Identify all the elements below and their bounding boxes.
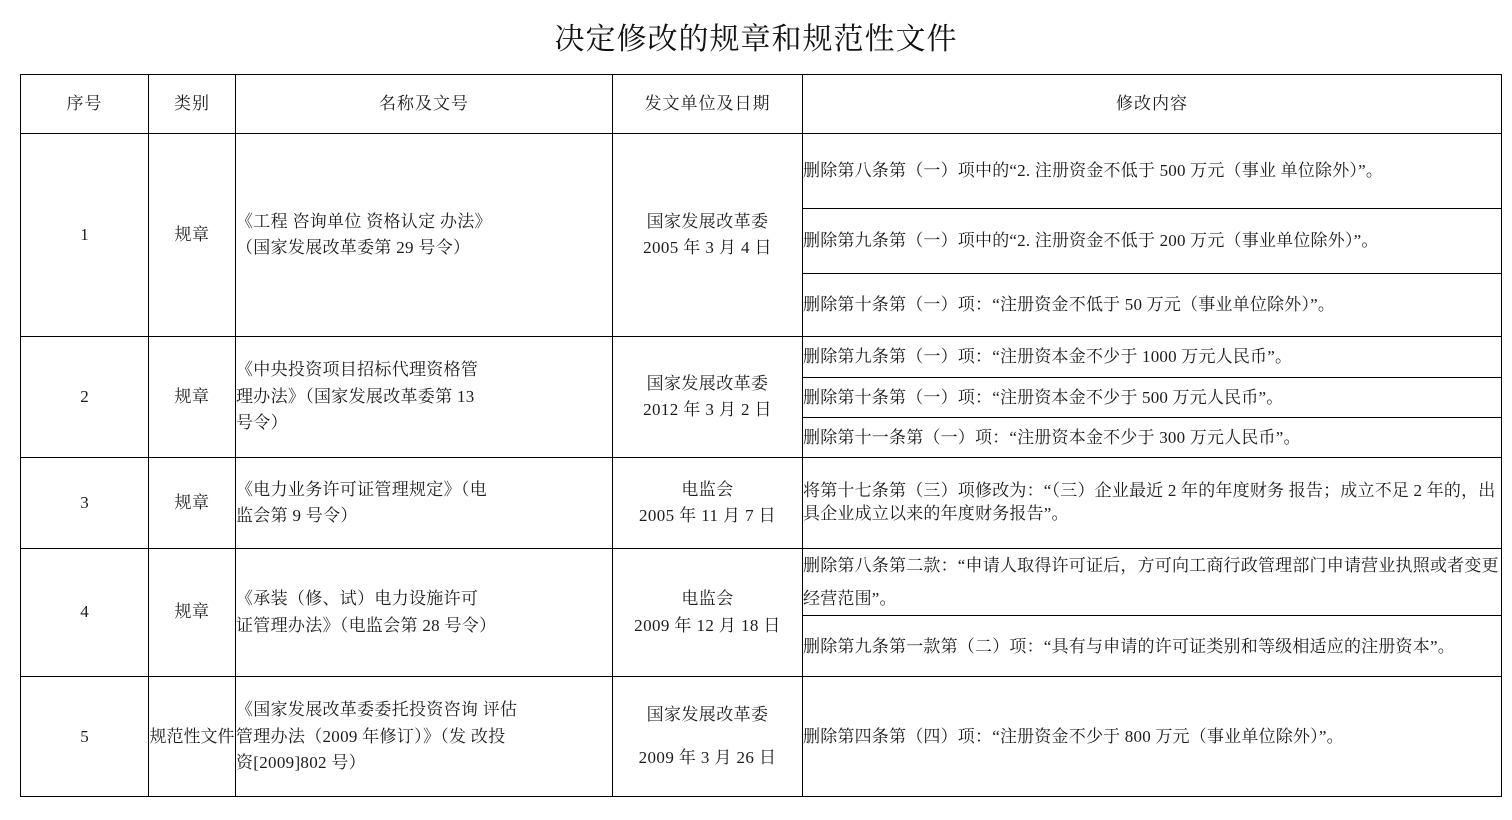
page-title: 决定修改的规章和规范性文件 [554,22,958,57]
row-name [236,677,613,797]
row-category: 规章 [149,134,236,337]
row-category: 规章 [149,549,236,677]
row-modification: 删除第八条第（一）项中的“2. 注册资金不低于 500 万元（事业 单位除外）”。 [803,134,1502,209]
issuer-date: 2009 年 12 月 18 日 [634,615,781,635]
row-modification: 删除第十一条第（一）项：“注册资本金不少于 300 万元人民币”。 [803,418,1502,458]
issuer-date: 2012 年 3 月 2 日 [643,400,772,419]
table-header-row [21,75,1502,134]
column-header-index: 序号 [21,75,149,134]
name-line: 管理办法（2009 年修订）》（发 改投 [236,726,506,746]
row-modification: 删除第九条第（一）项：“注册资本金不少于 1000 万元人民币”。 [803,337,1502,378]
row-modification: 删除第九条第（一）项中的“2. 注册资金不低于 200 万元（事业单位除外）”。 [803,209,1502,274]
issuer-date: 2009 年 3 月 26 日 [638,747,777,767]
table-row [21,134,1502,209]
table-row [21,549,1502,616]
row-issuer [613,549,803,677]
row-issuer [613,134,803,337]
name-line: 理办法》（国家发展改革委第 13 [236,386,475,406]
issuer-line: 国家发展改革委 [646,211,769,231]
row-index: 3 [21,458,149,549]
row-index: 1 [21,134,149,337]
issuer-line: 国家发展改革委 [646,373,769,393]
row-modification: 删除第十条第（一）项：“注册资本金不少于 500 万元人民币”。 [803,378,1502,418]
issuer-date: 2005 年 3 月 4 日 [643,238,772,257]
row-category: 规章 [149,458,236,549]
name-line: 《中央投资项目招标代理资格管 [236,360,479,380]
row-index: 2 [21,337,149,458]
row-modification: 将第十七条第（三）项修改为：“（三）企业最近 2 年的年度财务 报告；成立不足 2 年的，出具企业成立以来的年度财务报告”。 [803,458,1502,549]
row-category: 规范性文件 [149,677,236,797]
row-index: 4 [21,549,149,677]
regulations-table [20,74,1502,797]
name-line: 《电力业务许可证管理规定》（电 [236,479,487,499]
table-row [21,458,1502,549]
name-line: 号令） [236,413,288,433]
row-modification: 删除第四条第（四）项：“注册资金不少于 800 万元（事业单位除外）”。 [803,677,1502,797]
issuer-date: 2005 年 11 月 7 日 [638,506,777,525]
name-line: 《承装（修、试）电力设施许可 [236,589,479,609]
row-category: 规章 [149,337,236,458]
name-line: 《工程 咨询单位 资格认定 办法》 [236,211,492,231]
row-issuer [613,677,803,797]
row-name [236,458,613,549]
row-modification: 删除第十条第（一）项：“注册资金不低于 50 万元（事业单位除外）”。 [803,274,1502,337]
row-name [236,134,613,337]
column-header-category: 类别 [149,75,236,134]
column-header-issuer: 发文单位及日期 [613,75,803,134]
table-body [21,134,1502,797]
row-modification: 删除第八条第二款：“申请人取得许可证后，方可向工商行政管理部门申请营业执照或者变更经营范围”。 [803,549,1502,616]
row-issuer [613,458,803,549]
issuer-line: 国家发展改革委 [646,705,769,725]
name-line: 监会第 9 号令） [236,506,358,525]
name-line: 证管理办法》（电监会第 28 号令） [236,615,497,635]
row-name [236,549,613,677]
table-row [21,677,1502,797]
column-header-modification: 修改内容 [803,75,1502,134]
name-line: （国家发展改革委第 29 号令） [236,238,471,257]
name-line: 资[2009]802 号） [236,752,366,772]
column-header-name: 名称及文号 [236,75,613,134]
table-row [21,337,1502,378]
table-header [21,75,1502,134]
row-name [236,337,613,458]
row-issuer [613,337,803,458]
row-modification: 删除第九条第一款第（二）项：“具有与申请的许可证类别和等级相适应的注册资本”。 [803,616,1502,677]
name-line: 《国家发展改革委委托投资咨询 评估 [236,700,518,720]
row-index: 5 [21,677,149,797]
issuer-line: 电监会 [681,479,734,499]
issuer-line: 电监会 [681,589,734,609]
